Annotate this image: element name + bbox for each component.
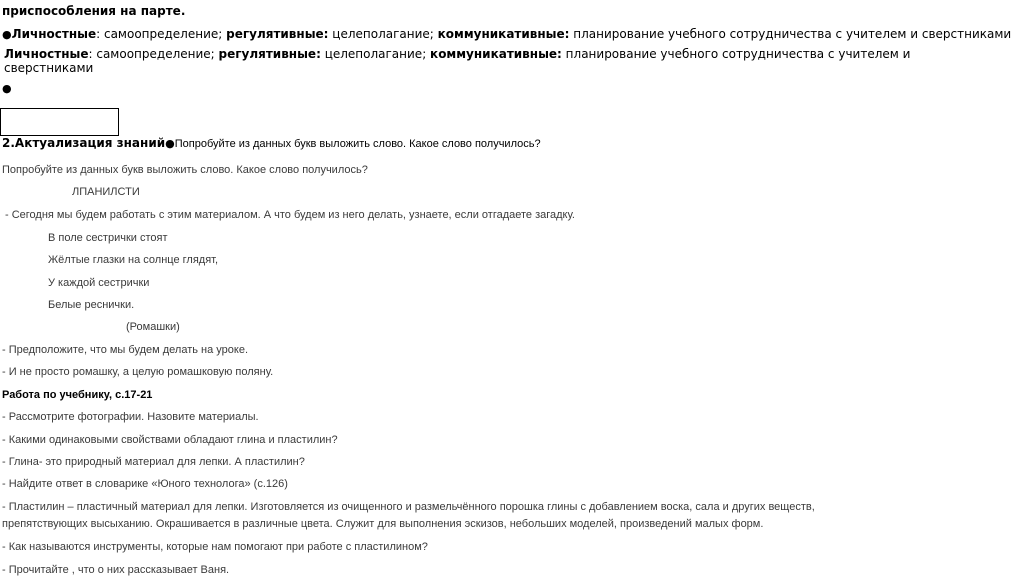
- text-line: препятствующих высыханию. Окрашивается в различные цвета. Служит для выполнения эскизов, небольших моделей, произведений малых форм.: [2, 518, 764, 530]
- text-line: - Как называются инструменты, которые нам помогают при работе с пластилином?: [2, 541, 428, 553]
- empty-box: [0, 108, 119, 136]
- label-regulatory: регулятивные:: [226, 27, 329, 41]
- subheading: Работа по учебнику, с.17-21: [2, 389, 153, 401]
- text-line: - Глина- это природный материал для лепки. А пластилин?: [2, 456, 305, 468]
- riddle-line: Белые реснички.: [48, 299, 135, 311]
- bullet-icon: ●: [2, 28, 12, 41]
- label-personal: Личностные: [4, 47, 89, 61]
- text-segment: : самоопределение;: [88, 47, 219, 61]
- text-segment: Попробуйте из данных букв выложить слово. Какое слово получилось?: [174, 138, 541, 150]
- label-communicative: коммуникативные:: [437, 27, 570, 41]
- text-segment: целеполагание;: [328, 27, 438, 41]
- text-segment: планирование учебного сотрудничества с учителем и: [561, 47, 911, 61]
- section-title: 2.Актуализация знаний: [2, 136, 166, 150]
- text-segment: планирование учебного сотрудничества с учителем и сверстниками: [569, 27, 1011, 41]
- riddle-answer: (Ромашки): [126, 321, 180, 333]
- bullet-icon: ●: [165, 137, 175, 150]
- text-line: - Предположите, что мы будем делать на уроке.: [2, 344, 249, 356]
- text-line: - Какими одинаковыми свойствами обладают глина и пластилин?: [2, 434, 338, 446]
- label-communicative: коммуникативные:: [430, 47, 562, 61]
- text-line: - Прочитайте , что о них рассказывает Ваня.: [2, 564, 230, 576]
- text-line: - Рассмотрите фотографии. Назовите материалы.: [2, 411, 259, 423]
- text-line: - Сегодня мы будем работать с этим материалом. А что будем из него делать, узнаете, если отгадаете загадку.: [5, 209, 575, 221]
- riddle-line: В поле сестрички стоят: [48, 232, 168, 244]
- text-line: - И не просто ромашку, а целую ромашковую поляну.: [2, 366, 274, 378]
- text-line: - Найдите ответ в словарике «Юного технолога» (с.126): [2, 478, 288, 490]
- competencies-line: [4, 47, 910, 61]
- text-line: сверстниками: [4, 61, 94, 75]
- scrambled-word: ЛПАНИЛСТИ: [72, 186, 140, 198]
- text-line: Попробуйте из данных букв выложить слово. Какое слово получилось?: [2, 164, 368, 176]
- label-personal: Личностные: [11, 27, 97, 41]
- text-segment: целеполагание;: [320, 47, 431, 61]
- riddle-line: Жёлтые глазки на солнце глядят,: [48, 254, 219, 266]
- bullet-icon: ●: [2, 82, 12, 95]
- text-segment: : самоопределение;: [96, 27, 227, 41]
- label-regulatory: регулятивные:: [218, 47, 321, 61]
- riddle-line: У каждой сестрички: [48, 277, 150, 289]
- section-heading: [2, 136, 541, 150]
- text-line: приспособления на парте.: [2, 4, 186, 18]
- text-line: - Пластилин – пластичный материал для лепки. Изготовляется из очищенного и размельчённого порошка глины с добавлением воска, сала и других веществ,: [2, 501, 815, 513]
- competencies-line: [2, 27, 1011, 41]
